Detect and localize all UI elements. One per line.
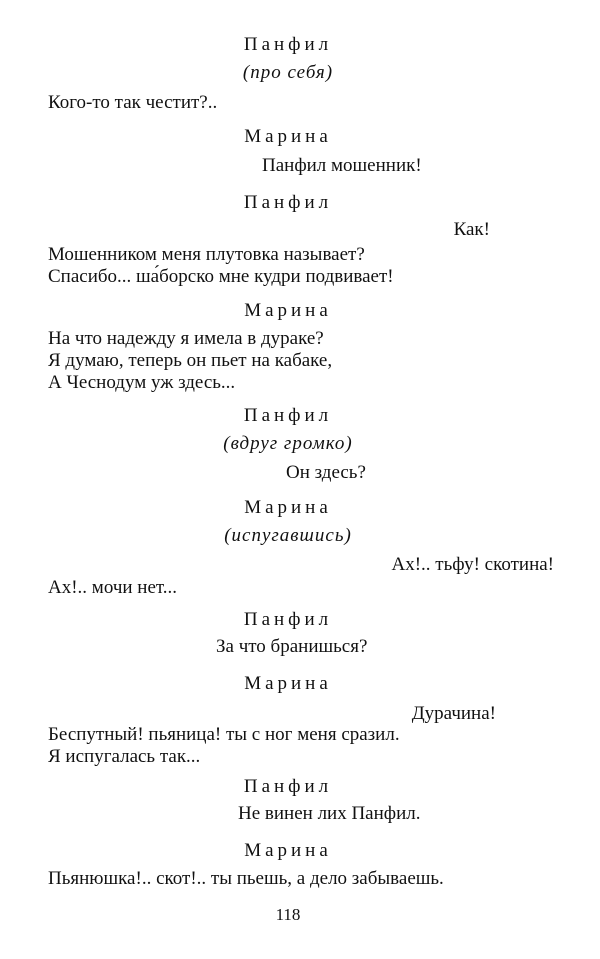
speaker-name: Марина: [244, 126, 332, 147]
speaker-name: Панфил: [243, 405, 333, 426]
speaker-name: Марина: [244, 497, 332, 518]
stage-direction: (про себя): [242, 62, 334, 83]
stage-direction: (вдруг громко): [223, 433, 353, 454]
verse-line: Не винен лих Панфил.: [238, 803, 421, 824]
verse-line: Пьянюшка!.. скот!.. ты пьешь, а дело забываешь.: [48, 868, 444, 889]
verse-line: Мошенником меня плутовка называет?: [48, 244, 365, 265]
speaker-name: Панфил: [243, 192, 333, 213]
verse-line: Дурачина!: [411, 703, 496, 724]
verse-line: Ах!.. мочи нет...: [48, 577, 178, 598]
verse-line: Я думаю, теперь он пьет на кабаке,: [48, 350, 333, 371]
verse-line: Спасибо... ша́борско мне кудри подвивает!: [48, 266, 394, 287]
speaker-name: Панфил: [243, 776, 333, 797]
speaker-name: Панфил: [243, 609, 333, 630]
verse-line: Панфил мошенник!: [262, 155, 422, 176]
verse-line: Кого-то так честит?..: [48, 92, 218, 113]
verse-line: Беспутный! пьяница! ты с ног меня сразил.: [48, 724, 400, 745]
speaker-name: Марина: [244, 840, 332, 861]
verse-line: Ах!.. тьфу! скотина!: [391, 554, 554, 575]
verse-line: Я испугалась так...: [48, 746, 201, 767]
stage-direction: (испугавшись): [224, 525, 352, 546]
speaker-name: Марина: [244, 300, 332, 321]
verse-line: За что бранишься?: [216, 636, 368, 657]
verse-line: Как!: [453, 219, 490, 240]
verse-line: На что надежду я имела в дураке?: [48, 328, 324, 349]
page-number: 118: [275, 905, 301, 924]
speaker-name: Марина: [244, 673, 332, 694]
verse-line: Он здесь?: [286, 462, 366, 483]
verse-line: А Чеснодум уж здесь...: [48, 372, 236, 393]
speaker-name: Панфил: [243, 34, 333, 55]
